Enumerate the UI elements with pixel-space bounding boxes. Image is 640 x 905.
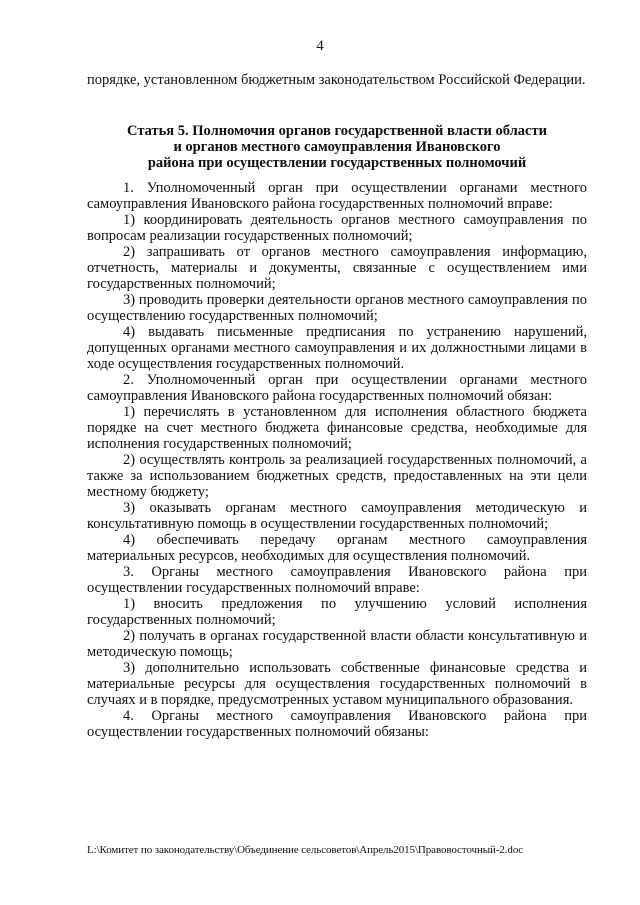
continuation-text-block (87, 72, 587, 88)
paragraph: 1) вносить предложения по улучшению условий исполнения государственных полномочий; (87, 596, 587, 628)
paragraph: 2. Уполномоченный орган при осуществлении органами местного самоуправления Ивановского района государственных полномочий обязан: (87, 372, 587, 404)
article-heading-line: Статья 5. Полномочия органов государственной власти области (127, 123, 547, 139)
continuation-paragraph: порядке, установленном бюджетным законодательством Российской Федерации. (87, 72, 586, 88)
article-body (87, 180, 587, 740)
paragraph: 2) запрашивать от органов местного самоуправления информацию, отчетность, материалы и документы, связанные с осуществлением ими государственных полномочий; (87, 244, 587, 292)
paragraph: 3. Органы местного самоуправления Ивановского района при осуществлении государственных полномочий вправе: (87, 564, 587, 596)
paragraph: 2) осуществлять контроль за реализацией государственных полномочий, а также за использованием бюджетных средств, предоставленных на эти цели местному бюджету; (87, 452, 587, 500)
paragraph: 3) проводить проверки деятельности органов местного самоуправления по осуществлению государственных полномочий; (87, 292, 587, 324)
paragraph: 2) получать в органах государственной власти области консультативную и методическую помощь; (87, 628, 587, 660)
paragraph: 1. Уполномоченный орган при осуществлении органами местного самоуправления Ивановского района государственных полномочий вправе: (87, 180, 587, 212)
article-heading (87, 123, 587, 171)
paragraph: 4) выдавать письменные предписания по устранению нарушений, допущенных органами местного самоуправления и их должностными лицами в ходе осуществления государственных полномочий. (87, 324, 587, 372)
footer-file-path: L:\Комитет по законодательству\Объединение сельсоветов\Апрель2015\Правовосточный-2.doc (87, 844, 524, 856)
article-heading-line: района при осуществлении государственных полномочий (147, 155, 527, 171)
paragraph: 4) обеспечивать передачу органам местного самоуправления материальных ресурсов, необходимых для осуществления полномочий. (87, 532, 587, 564)
paragraph: 3) дополнительно использовать собственные финансовые средства и материальные ресурсы для осуществления государственных полномочий в случаях и в порядке, предусмотренных уставом муниципального образования. (87, 660, 587, 708)
page-number: 4 (316, 38, 324, 54)
paragraph: 4. Органы местного самоуправления Ивановского района при осуществлении государственных полномочий обязаны: (87, 708, 587, 740)
paragraph: 1) координировать деятельность органов местного самоуправления по вопросам реализации государственных полномочий; (87, 212, 587, 244)
paragraph: 1) перечислять в установленном для исполнения областного бюджета порядке на счет местного бюджета финансовые средства, необходимые для исполнения государственных полномочий; (87, 404, 587, 452)
paragraph: 3) оказывать органам местного самоуправления методическую и консультативную помощь в осуществлении государственных полномочий; (87, 500, 587, 532)
article-heading-line: и органов местного самоуправления Ивановского (173, 139, 501, 155)
